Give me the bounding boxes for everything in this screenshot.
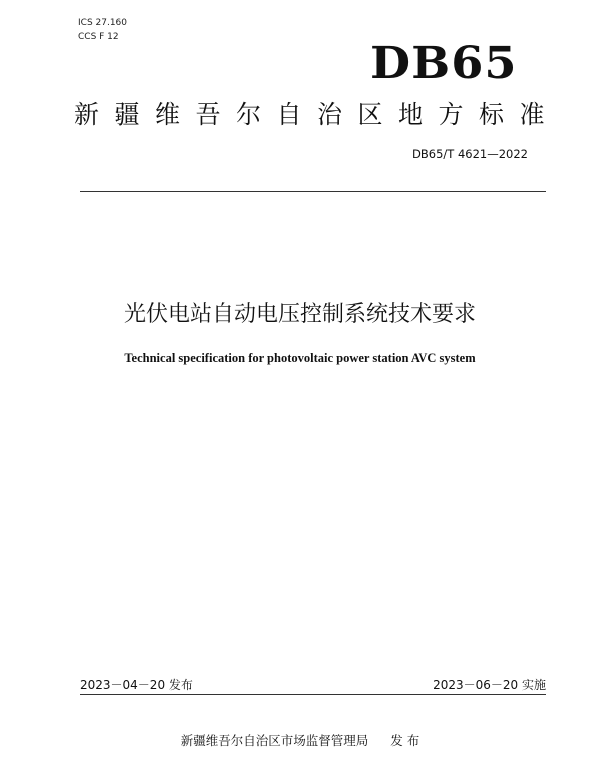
chinese-title: 光伏电站自动电压控制系统技术要求 (123, 302, 476, 327)
classification-codes (78, 16, 127, 44)
english-title: Technical specification for photovoltaic power station AVC system (124, 351, 476, 365)
issuer-line (0, 731, 600, 749)
db-logo-text: DB65 (370, 38, 518, 89)
publish-date: 2023－04－20 发布 (80, 678, 193, 692)
issue-label: 发 布 (390, 733, 420, 748)
top-divider (80, 191, 546, 192)
org-title: 新疆维吾尔自治区地方标准 (74, 100, 561, 129)
standard-number: DB65/T 4621—2022 (412, 147, 528, 161)
bottom-divider (80, 694, 546, 695)
issuer-name: 新疆维吾尔自治区市场监督管理局 (180, 733, 369, 748)
implement-date: 2023－06－20 实施 (433, 678, 546, 692)
ccs-code: CCS F 12 (78, 32, 119, 42)
db-logo (370, 38, 518, 89)
ics-code: ICS 27.160 (78, 18, 128, 28)
